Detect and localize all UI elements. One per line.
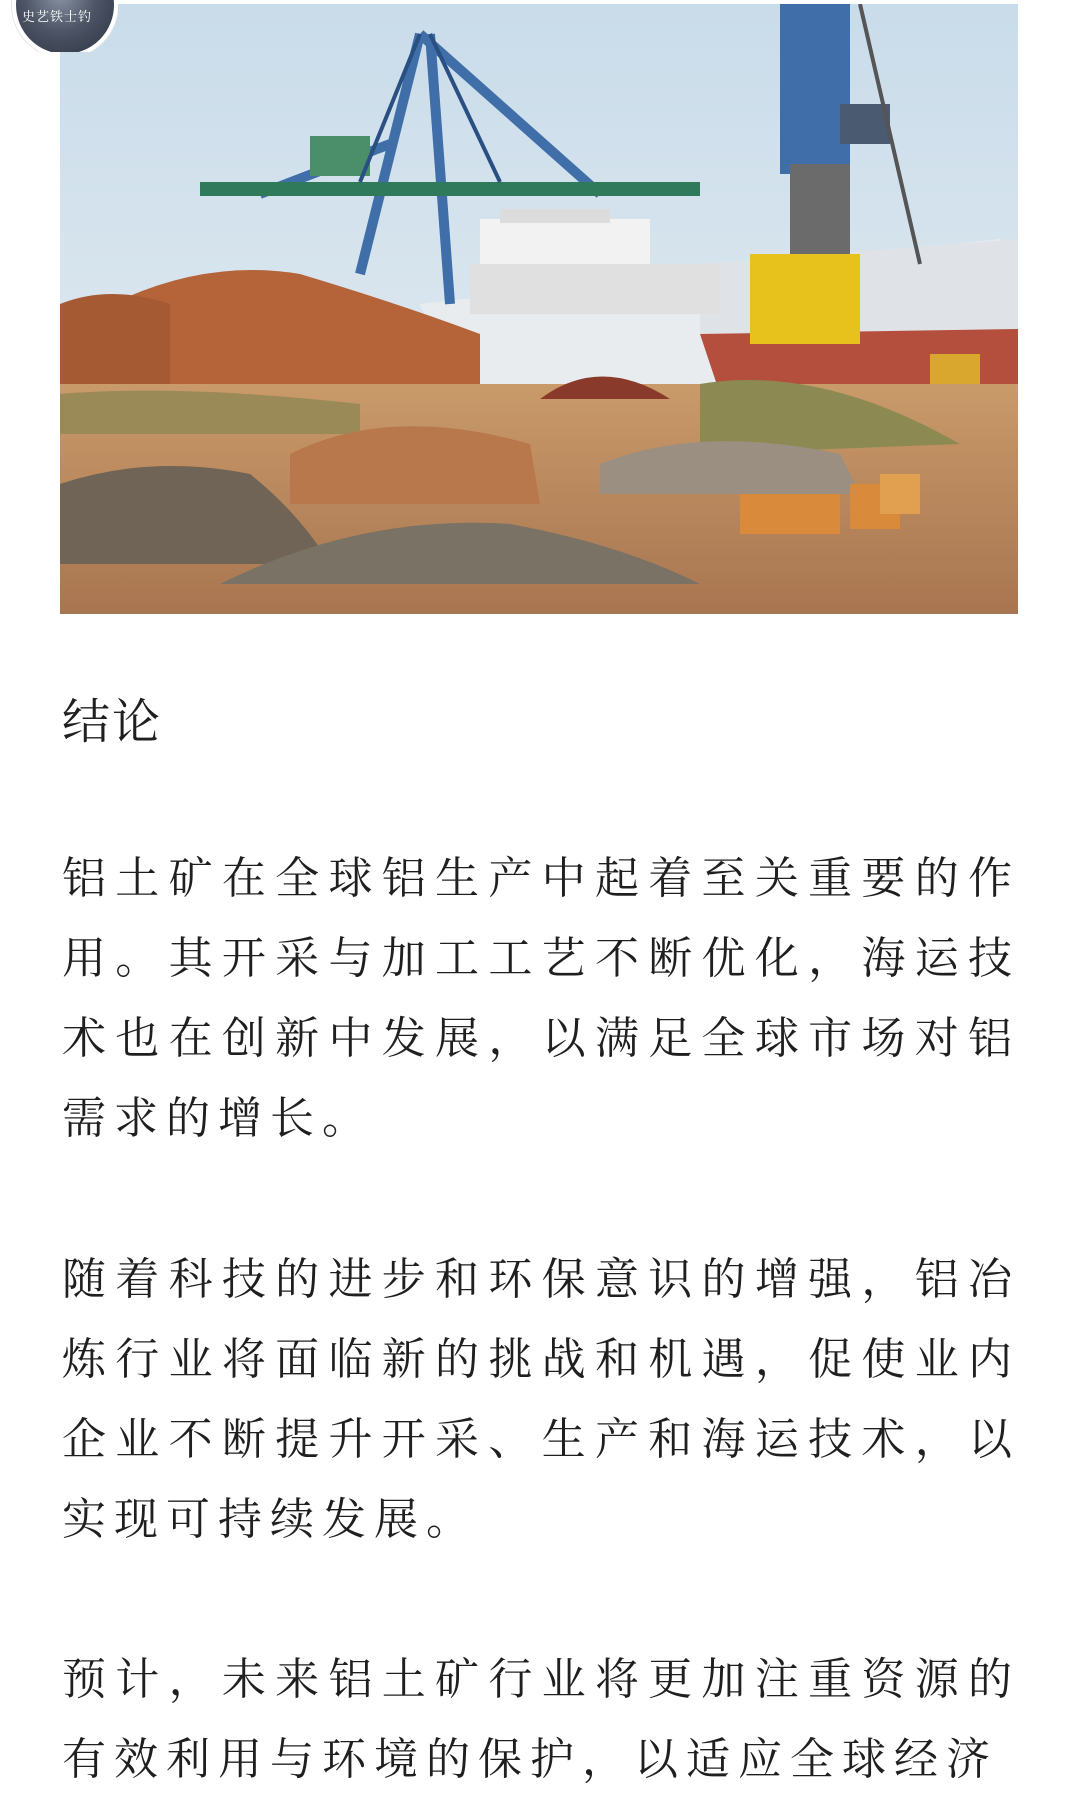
paragraph-3: 预计，未来铝土矿行业将更加注重资源的有效利用与环境的保护，以适应全球经济	[62, 1654, 1020, 1785]
author-avatar[interactable]	[0, 0, 118, 52]
avatar-text: 史艺铁士钓	[22, 10, 93, 25]
paragraph-1: 铝土矿在全球铝生产中起着至关重要的作用。其开采与加工工艺不断优化，海运技术也在创新中发展，以满足全球市场对铝需求的增长。	[62, 853, 1020, 1144]
paragraph-2: 随着科技的进步和环保意识的增强，铝冶炼行业将面临新的挑战和机遇，促使业内企业不断提升开采、生产和海运技术，以实现可持续发展。	[62, 1254, 1020, 1545]
article-photo[interactable]	[60, 4, 1018, 614]
section-title: 结论	[62, 694, 163, 750]
port-scene-illustration	[60, 4, 1018, 614]
